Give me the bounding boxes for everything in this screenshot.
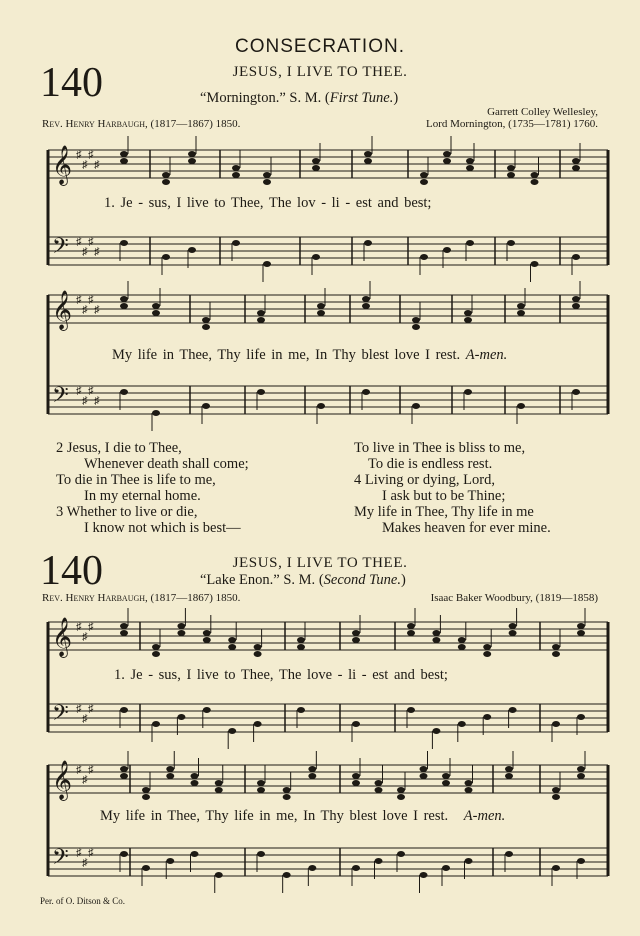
hymn1-system1-sharp-icon: ♯ xyxy=(82,159,88,171)
hymn2-system1-note xyxy=(228,637,236,643)
hymn2-system2-note xyxy=(420,773,428,779)
verse-line: In my eternal home. xyxy=(84,488,201,504)
hymn2-system2-note xyxy=(465,858,473,864)
hymn1-system1-note xyxy=(466,158,474,164)
hymn2-system2-note xyxy=(308,773,316,779)
hymn1-system1-note xyxy=(531,179,539,185)
hymn1-system1-sharp-icon: ♯ xyxy=(88,149,94,161)
tune-line: “Mornington.” S. M. (First Tune.) xyxy=(200,90,399,106)
hymn2-system2-treble-clef-icon: 𝄞 xyxy=(52,760,73,800)
hymn1-system2-note xyxy=(572,389,580,395)
hymn2-system1-treble-clef-icon: 𝄞 xyxy=(52,617,73,657)
hymn2-system1-note xyxy=(203,707,211,713)
hymn2-system2-note xyxy=(375,780,383,786)
hymn1-system1-note xyxy=(420,179,428,185)
hymn2-system1-note xyxy=(458,721,466,727)
hymn2-system2-note xyxy=(257,787,265,793)
hymn2-system1-note xyxy=(483,714,491,720)
composer-credit-line1: Garrett Colley Wellesley, xyxy=(487,106,598,118)
hymn-title: JESUS, I LIVE TO THEE. xyxy=(232,64,408,80)
hymn1-system1-note xyxy=(507,172,515,178)
hymn1-system1-note xyxy=(232,240,240,246)
hymn2-system2-sharp-icon: ♯ xyxy=(88,847,94,859)
hymn2-system2-note xyxy=(420,766,428,772)
hymn2-system1-note xyxy=(407,707,415,713)
hymn1-system1-sharp-icon: ♯ xyxy=(94,159,100,171)
hymn2-system2-note xyxy=(505,766,513,772)
hymn2-system2-note xyxy=(257,780,265,786)
author-credit xyxy=(42,592,240,604)
hymn2-system2-note xyxy=(283,787,291,793)
hymn1-system1-note xyxy=(232,165,240,171)
hymn2-system1-sharp-icon: ♯ xyxy=(88,703,94,715)
hymn2-system1-note xyxy=(254,651,262,657)
author-dates: , (1817—1867) 1850. xyxy=(145,592,241,604)
hymn1-system2-note xyxy=(202,317,210,323)
hymn1-system1-note xyxy=(312,165,320,171)
hymn1-system1-note xyxy=(420,172,428,178)
lyric-text: My life in Thee, Thy life in me, In Thy blest love I rest. xyxy=(100,808,449,824)
hymn2-system2-sharp-icon: ♯ xyxy=(76,847,82,859)
hymn2-system2-note xyxy=(308,865,316,871)
hymn2-system1-note xyxy=(509,630,517,636)
verse-line: Makes heaven for ever mine. xyxy=(382,520,551,536)
hymn1-system2-note xyxy=(317,310,325,316)
hymn1-system1-note xyxy=(312,254,320,260)
hymn2-system1-sharp-icon: ♯ xyxy=(82,713,88,725)
hymn1-system1-note xyxy=(312,158,320,164)
hymn2-system1-sharp-icon: ♯ xyxy=(76,621,82,633)
hymn1-system1-sharp-icon: ♯ xyxy=(76,236,82,248)
hymn1-system1-note xyxy=(507,240,515,246)
hymn2-system1-note xyxy=(458,644,466,650)
hymn2-system2-note xyxy=(308,766,316,772)
verse-line: To die in Thee is life to me, xyxy=(56,472,216,488)
hymn2-system1-note xyxy=(177,630,185,636)
composer-credit: Isaac Baker Woodbury, (1819—1858) xyxy=(430,592,598,604)
hymn2-system1-note xyxy=(577,714,585,720)
hymn2-system2-note xyxy=(352,865,360,871)
hymn2-system1-note xyxy=(407,630,415,636)
verse-line: I know not which is best— xyxy=(84,520,241,536)
lyric-text: My life in Thee, Thy life in me, In Thy blest love I rest. xyxy=(112,347,461,363)
hymn2-system1-bass-clef-icon: 𝄢 xyxy=(52,701,69,731)
verse-column-left xyxy=(56,440,249,536)
verse-line: 2 Jesus, I die to Thee, xyxy=(56,440,182,456)
hymn1-system1-note xyxy=(572,254,580,260)
hymn1-system1-note xyxy=(443,247,451,253)
hymn2-system1-note xyxy=(177,623,185,629)
hymn2-system2-note xyxy=(283,794,291,800)
hymn2-system1-note xyxy=(352,630,360,636)
hymn2-system2-sharp-icon: ♯ xyxy=(88,764,94,776)
hymn1-system2-note xyxy=(362,303,370,309)
hymn2-system2-note xyxy=(577,858,585,864)
tune-line: “Lake Enon.” S. M. (Second Tune.) xyxy=(200,572,406,588)
hymn1-system1-note xyxy=(120,240,128,246)
hymn2-system1-note xyxy=(228,644,236,650)
hymn1-system1-note xyxy=(364,240,372,246)
hymn2-system2-note xyxy=(442,865,450,871)
hymn2-system2-note xyxy=(552,865,560,871)
hymn1-system1-note xyxy=(162,172,170,178)
hymn2-system1-note xyxy=(483,644,491,650)
verse-line: 3 Whether to live or die, xyxy=(56,504,198,520)
hymn2-system2-bass-clef-icon: 𝄢 xyxy=(52,845,69,875)
hymn2-system1-note xyxy=(407,623,415,629)
hymn2-system1-note xyxy=(483,651,491,657)
hymn1-system2-sharp-icon: ♯ xyxy=(76,294,82,306)
hymn1-system1-note xyxy=(531,172,539,178)
hymn1-system1-note xyxy=(364,158,372,164)
hymn2-system1-note xyxy=(203,630,211,636)
author-dates: , (1817—1867) 1850. xyxy=(145,118,241,130)
hymn-title: JESUS, I LIVE TO THEE. xyxy=(232,555,408,571)
hymn2-system1-note xyxy=(509,623,517,629)
hymn1-system1-note xyxy=(466,165,474,171)
hymn1-system1-treble-clef-icon: 𝄞 xyxy=(52,145,73,185)
hymn2-system1-note xyxy=(297,707,305,713)
hymn2-system2-note xyxy=(120,766,128,772)
hymn2-system2-note xyxy=(552,787,560,793)
hymn1-system2-note xyxy=(464,389,472,395)
hymn1-system2-note xyxy=(120,296,128,302)
hymn2-system1-note xyxy=(432,728,440,734)
hymn2-system2-note xyxy=(120,851,128,857)
hymn1-system2-note xyxy=(412,403,420,409)
hymn1-system1-bass-clef-icon: 𝄢 xyxy=(52,234,69,264)
hymn2-system2-note xyxy=(397,794,405,800)
hymn1-system2-note xyxy=(120,389,128,395)
hymn2-system2-note xyxy=(465,787,473,793)
lyric-line: 1. Je - sus, I live to Thee, The lov - li - est and best; xyxy=(104,195,432,211)
hymn2-system2-note xyxy=(352,773,360,779)
hymn1-system2-note xyxy=(257,317,265,323)
hymn1-system1-note xyxy=(263,179,271,185)
hymn1-system2-sharp-icon: ♯ xyxy=(88,294,94,306)
section-title: CONSECRATION. xyxy=(235,36,405,57)
hymn2-system1-note xyxy=(458,637,466,643)
hymn2-system2-note xyxy=(577,766,585,772)
hymn2-system2-note xyxy=(505,851,513,857)
hymn2-system2-note xyxy=(215,787,223,793)
hymn1-system1-sharp-icon: ♯ xyxy=(88,236,94,248)
hymn1-system2-note xyxy=(152,303,160,309)
hymn2-system2-sharp-icon: ♯ xyxy=(82,774,88,786)
hymn2-system2-note xyxy=(142,794,150,800)
hymn1-system1-sharp-icon: ♯ xyxy=(76,149,82,161)
footer-credit: Per. of O. Ditson & Co. xyxy=(40,896,126,906)
hymn1-system1-note xyxy=(364,151,372,157)
hymn2-system2-note xyxy=(142,787,150,793)
hymn2-system2-note xyxy=(142,865,150,871)
hymn1-system2-sharp-icon: ♯ xyxy=(82,304,88,316)
hymn2-system2-note xyxy=(577,773,585,779)
hymn2-system2-sharp-icon: ♯ xyxy=(82,857,88,869)
hymn2-system1-sharp-icon: ♯ xyxy=(76,703,82,715)
author-name: Rev. Henry Harbaugh xyxy=(42,118,146,130)
hymn2-system1-note xyxy=(352,721,360,727)
hymn1-system2-note xyxy=(517,403,525,409)
lyric-line xyxy=(100,808,505,825)
tune-meter: S. M. xyxy=(289,90,322,106)
hymn2-system1-note xyxy=(432,637,440,643)
hymn1-system2-note xyxy=(152,310,160,316)
hymn2-system1-note xyxy=(297,637,305,643)
hymn1-system2-note xyxy=(464,317,472,323)
hymn2-system1-note xyxy=(254,644,262,650)
hymn2-system1-note xyxy=(577,630,585,636)
hymn2-system1-sharp-icon: ♯ xyxy=(82,631,88,643)
hymn2-system2-note xyxy=(397,787,405,793)
hymn1-system2-note xyxy=(120,303,128,309)
hymn1-system1-note xyxy=(420,254,428,260)
tune-name: “Mornington.” xyxy=(200,90,286,106)
hymn1-system2-sharp-icon: ♯ xyxy=(76,385,82,397)
hymn2-system2-note xyxy=(465,780,473,786)
hymn2-system2-note xyxy=(397,851,405,857)
hymn1-system1-note xyxy=(531,261,539,267)
hymn1-system2-note xyxy=(464,310,472,316)
hymn1-system1-note xyxy=(188,158,196,164)
verse-line: I ask but to be Thine; xyxy=(382,488,506,504)
hymn1-system2-bass-clef-icon: 𝄢 xyxy=(52,383,69,413)
hymn2-system2-note xyxy=(215,872,223,878)
hymn1-system2-note xyxy=(362,296,370,302)
hymn2-system1-note xyxy=(228,728,236,734)
hymn1-system2-note xyxy=(202,403,210,409)
hymn2-system1-note xyxy=(552,651,560,657)
hymn1-system2-note xyxy=(517,303,525,309)
hymn2-system2-note xyxy=(552,794,560,800)
hymn2-system2-sharp-icon: ♯ xyxy=(76,764,82,776)
hymn2-system2-note xyxy=(442,780,450,786)
hymn1-system2-note xyxy=(572,296,580,302)
hymn2-system2-note xyxy=(257,851,265,857)
hymn2-system2-note xyxy=(166,773,174,779)
hymn2-system2-note xyxy=(375,787,383,793)
hymn2-system2-note xyxy=(166,858,174,864)
hymn2-system1-note xyxy=(552,644,560,650)
hymn2-system1-note xyxy=(152,721,160,727)
author-name: Rev. Henry Harbaugh xyxy=(42,592,146,604)
hymn2-system2-note xyxy=(283,872,291,878)
hymn2-system2-note xyxy=(375,858,383,864)
amen-label: A-men. xyxy=(465,347,508,363)
hymn1-system2-note xyxy=(362,389,370,395)
amen-label: A-men. xyxy=(463,808,506,824)
hymn1-system1-note xyxy=(120,158,128,164)
hymn1-system2-sharp-icon: ♯ xyxy=(94,395,100,407)
hymn1-system1-note xyxy=(443,158,451,164)
hymn2-system1-note xyxy=(203,637,211,643)
hymn2-system1-note xyxy=(552,721,560,727)
hymn1-system2-treble-clef-icon: 𝄞 xyxy=(52,290,73,330)
hymn1-system2-note xyxy=(412,317,420,323)
verse-column-right xyxy=(354,440,551,536)
verse-line: 4 Living or dying, Lord, xyxy=(354,472,495,488)
hymn2-system2-note xyxy=(420,872,428,878)
hymn2-system2-note xyxy=(442,773,450,779)
hymn1-system1-note xyxy=(263,261,271,267)
hymn1-system2-note xyxy=(317,403,325,409)
hymn2-system1-note xyxy=(352,637,360,643)
tune-note: Second Tune. xyxy=(323,572,401,588)
hymn2-system1-sharp-icon: ♯ xyxy=(88,621,94,633)
verse-line: My life in Thee, Thy life in me xyxy=(354,504,534,520)
hymn1-system2-sharp-icon: ♯ xyxy=(94,304,100,316)
hymn2-system1-note xyxy=(254,721,262,727)
hymn2-system1-note xyxy=(120,630,128,636)
hymn1-system1-note xyxy=(188,247,196,253)
hymn1-system1-note xyxy=(443,151,451,157)
hymn1-system2-note xyxy=(412,324,420,330)
hymn2-system2-note xyxy=(191,773,199,779)
hymn1-system1-note xyxy=(188,151,196,157)
hymn1-system1-note xyxy=(120,151,128,157)
hymn2-system2-note xyxy=(215,780,223,786)
hymn1-system2-note xyxy=(257,389,265,395)
hymn2-system2-note xyxy=(505,773,513,779)
hymn2-system1-note xyxy=(152,651,160,657)
hymn1-system1-note xyxy=(572,165,580,171)
hymn1-system1-note xyxy=(507,165,515,171)
hymn1-system2-note xyxy=(202,324,210,330)
hymn2-system1-note xyxy=(120,623,128,629)
hymn2-system2-note xyxy=(191,851,199,857)
composer-credit-line2: Lord Mornington, (1735—1781) 1760. xyxy=(425,118,598,130)
hymn1-system2-note xyxy=(517,310,525,316)
verse-line: Whenever death shall come; xyxy=(84,456,249,472)
hymn2-system1-note xyxy=(297,644,305,650)
hymn2-system1-note xyxy=(152,644,160,650)
hymn-number: 140 xyxy=(40,60,103,106)
hymn1-system1-note xyxy=(263,172,271,178)
hymn1-system2-note xyxy=(572,303,580,309)
hymn2-system1-note xyxy=(577,623,585,629)
hymn2-system1-note xyxy=(177,714,185,720)
hymn1-system1-note xyxy=(572,158,580,164)
hymn-number: 140 xyxy=(40,548,103,594)
hymn1-system1-sharp-icon: ♯ xyxy=(82,246,88,258)
hymn1-system2-sharp-icon: ♯ xyxy=(88,385,94,397)
hymn2-system2-note xyxy=(120,773,128,779)
hymn2-system2-note xyxy=(191,780,199,786)
hymn1-system1-sharp-icon: ♯ xyxy=(94,246,100,258)
hymn1-system2-note xyxy=(257,310,265,316)
lyric-line xyxy=(112,347,507,364)
hymn2-system2-note xyxy=(166,766,174,772)
tune-name: “Lake Enon.” xyxy=(200,572,280,588)
verse-line: To live in Thee is bliss to me, xyxy=(354,440,526,456)
verse-line: To die is endless rest. xyxy=(368,456,493,472)
hymn1-system1-note xyxy=(162,254,170,260)
hymn1-system1-note xyxy=(466,240,474,246)
hymn1-system2-note xyxy=(317,303,325,309)
hymn1-system1-note xyxy=(232,172,240,178)
hymn1-system1-note xyxy=(162,179,170,185)
hymn1-system2-note xyxy=(152,410,160,416)
tune-meter: S. M. xyxy=(283,572,316,588)
hymn2-system1-note xyxy=(120,707,128,713)
hymn1-system2-sharp-icon: ♯ xyxy=(82,395,88,407)
hymn2-system1-note xyxy=(509,707,517,713)
lyric-line: 1. Je - sus, I live to Thee, The love - li - est and best; xyxy=(114,667,448,683)
hymn2-system2-note xyxy=(352,780,360,786)
tune-note: First Tune. xyxy=(329,90,394,106)
hymn2-system1-note xyxy=(432,630,440,636)
